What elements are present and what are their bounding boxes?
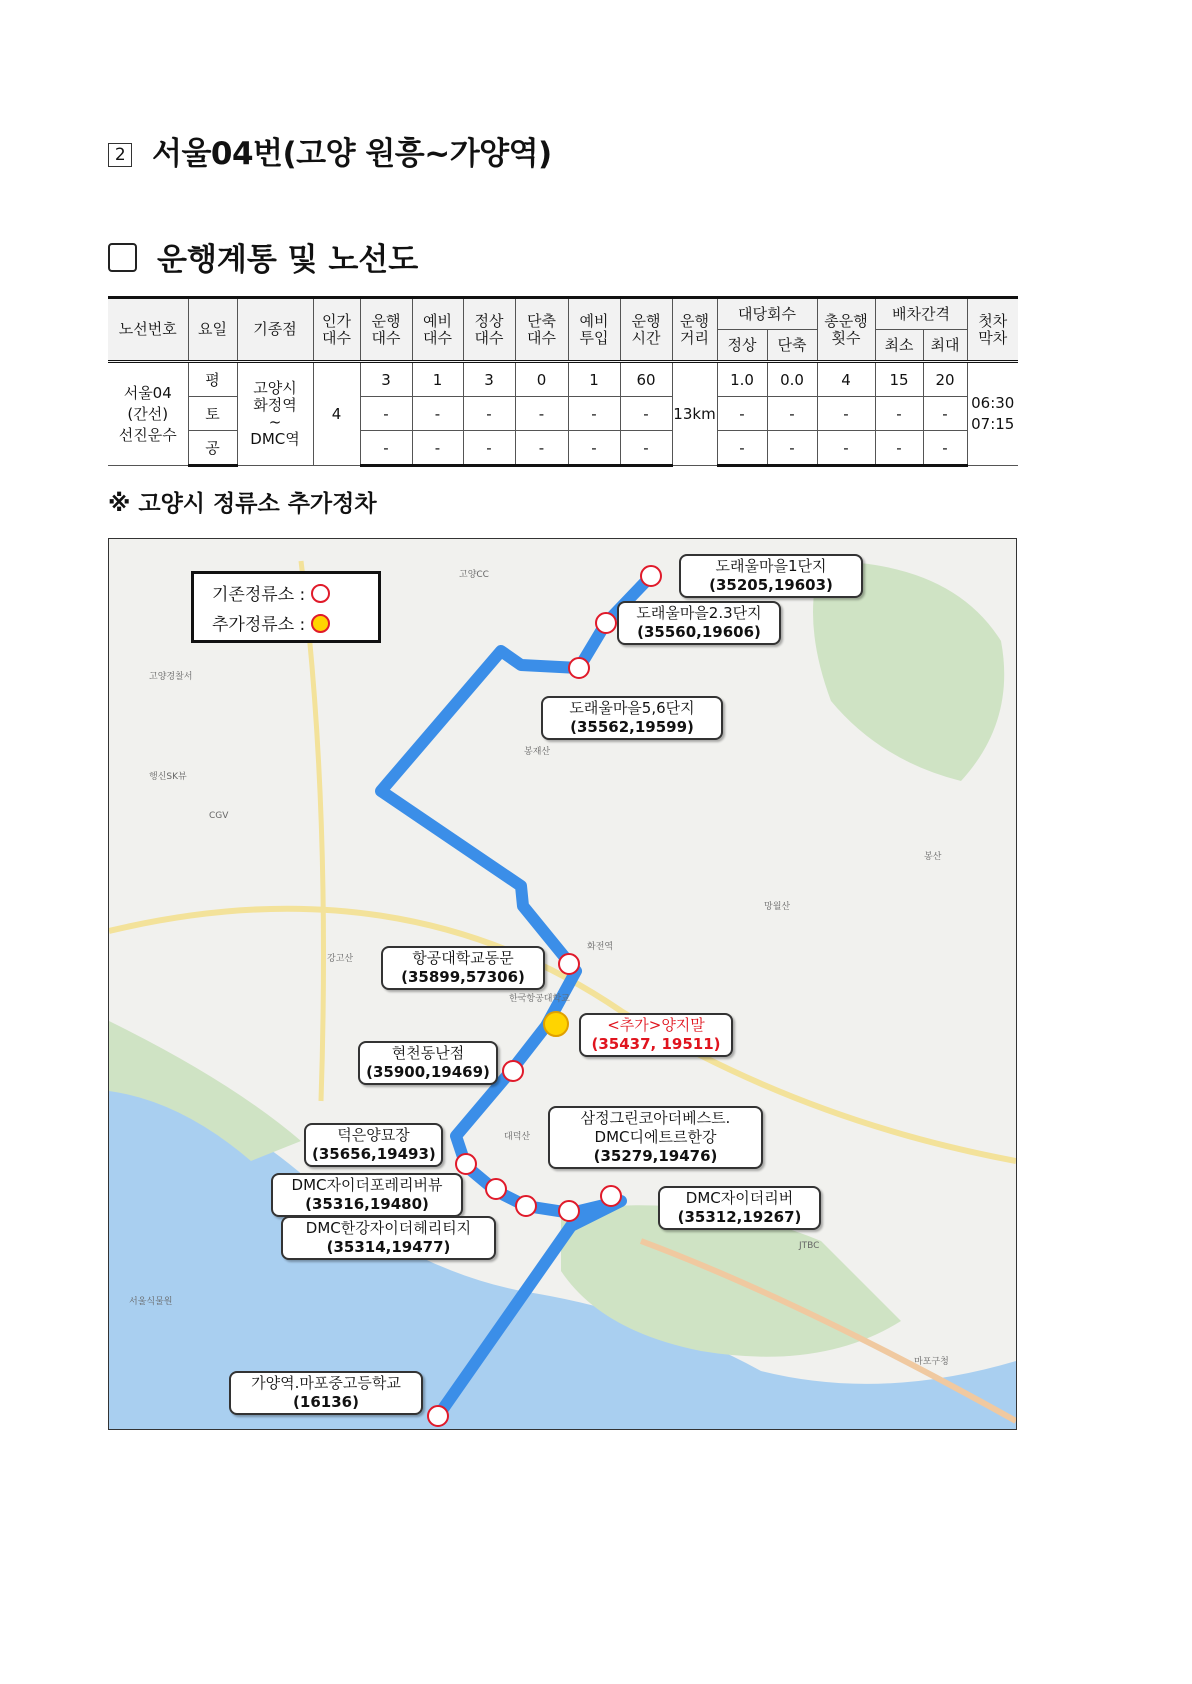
note-added-stops: ※ 고양시 정류소 추가정차: [108, 491, 377, 517]
legend-added: [212, 610, 378, 640]
place-label: 강고산: [327, 954, 354, 964]
cell: -: [717, 397, 767, 431]
cell: 3: [463, 362, 515, 397]
map-legend: [191, 571, 381, 643]
cell: -: [923, 397, 967, 431]
stop-callout: [541, 696, 723, 740]
legend-label: 추가정류소 :: [212, 615, 306, 635]
header-spare: 예비 대수: [412, 298, 463, 362]
stop-code: (35205,19603): [709, 576, 833, 594]
place-label: 한국항공대학교: [509, 994, 570, 1004]
legend-label: 기존정류소 :: [212, 585, 306, 605]
stop-callout: [271, 1173, 463, 1217]
cell: 60: [620, 362, 672, 397]
route-map: [108, 538, 1017, 1430]
added-stop-icon: [311, 614, 330, 633]
stop-name: 현천동난점: [391, 1044, 465, 1062]
stop-code: (35560,19606): [637, 623, 761, 641]
stop-callout: [617, 601, 781, 645]
header-day: 요일: [188, 298, 237, 362]
header-run-time: 운행 시간: [620, 298, 672, 362]
cell: -: [360, 397, 412, 431]
cell: -: [360, 431, 412, 466]
header-distance: 운행 거리: [672, 298, 717, 362]
stop-callout: [548, 1106, 763, 1169]
stop-name: 도래울마을5,6단지: [569, 699, 695, 717]
existing-stop-marker: [641, 566, 661, 586]
stop-name: 가양역.마포중고등학교: [251, 1374, 401, 1392]
stop-name: 항공대학교동문: [412, 949, 514, 967]
header-headway: 배차간격: [875, 298, 967, 330]
cell: 4: [817, 362, 875, 397]
header-total-trips: 총운행 횟수: [817, 298, 875, 362]
stop-code: (35562,19599): [570, 718, 694, 736]
header-terminals: 기종점: [237, 298, 313, 362]
place-label: 망월산: [764, 902, 791, 912]
cell: 20: [923, 362, 967, 397]
place-label: 봉산: [924, 852, 942, 862]
stop-name: DMC한강자이더헤리티지: [305, 1219, 472, 1237]
stop-name: 도래울마을1단지: [715, 557, 827, 575]
cell: -: [767, 431, 817, 466]
map-canvas: [109, 539, 1016, 1429]
stop-code: (35314,19477): [326, 1238, 451, 1256]
header-spare-input: 예비 투입: [568, 298, 620, 362]
legend-existing: [212, 580, 378, 610]
cell: -: [620, 431, 672, 466]
cell: 3: [360, 362, 412, 397]
cell: -: [515, 431, 568, 466]
place-label: 봉재산: [524, 747, 551, 757]
licensed-cell: 4: [313, 362, 360, 466]
place-label: 고양경찰서: [149, 672, 193, 682]
place-label: 행신SK뷰: [149, 772, 187, 782]
existing-stop-marker: [569, 658, 589, 678]
day-cell: 평: [188, 362, 237, 397]
header-headway-min: 최소: [875, 330, 923, 362]
header-headway-max: 최대: [923, 330, 967, 362]
existing-stop-marker: [601, 1186, 621, 1206]
section-title: 운행계통 및 노선도: [157, 242, 419, 278]
distance-cell: 13km: [672, 362, 717, 466]
section-heading: [108, 234, 418, 279]
cell: -: [568, 431, 620, 466]
stop-code: (35279,19476): [593, 1147, 718, 1165]
stop-name: 삼정그린코아더베스트. DMC디에트르한강: [580, 1109, 731, 1146]
stop-callout: [381, 946, 545, 990]
cell: -: [515, 397, 568, 431]
cell: 1: [412, 362, 463, 397]
cell: -: [817, 431, 875, 466]
existing-stop-marker: [503, 1061, 523, 1081]
stop-code: (35900,19469): [366, 1063, 490, 1081]
existing-stop-marker: [559, 1201, 579, 1221]
existing-stop-marker: [516, 1196, 536, 1216]
header-licensed: 인가 대수: [313, 298, 360, 362]
cell: -: [463, 397, 515, 431]
stop-code: (35316,19480): [305, 1195, 429, 1213]
place-label: 마포구청: [914, 1357, 949, 1367]
header-operating: 운행 대수: [360, 298, 412, 362]
day-cell: 토: [188, 397, 237, 431]
place-label: 대덕산: [504, 1132, 531, 1142]
stop-callout: [281, 1216, 496, 1260]
place-label: 고양CC: [459, 570, 489, 580]
route-heading: [108, 128, 552, 173]
existing-stop-marker: [596, 613, 616, 633]
added-stop-callout: [579, 1013, 733, 1057]
existing-stop-marker: [559, 954, 579, 974]
table-row: [108, 362, 1018, 397]
header-route-no: 노선번호: [108, 298, 188, 362]
existing-stop-marker: [428, 1406, 448, 1426]
stop-code: (35312,19267): [677, 1208, 802, 1226]
cell: -: [568, 397, 620, 431]
existing-stop-icon: [311, 584, 330, 603]
stop-code: (35899,57306): [401, 968, 525, 986]
cell: -: [875, 431, 923, 466]
cell: -: [620, 397, 672, 431]
header-trips-normal: 정상: [717, 330, 767, 362]
added-stop-marker: [544, 1012, 568, 1036]
cell: -: [923, 431, 967, 466]
cell: -: [463, 431, 515, 466]
header-trips-per-bus: 대당회수: [717, 298, 817, 330]
route-title: 서울04번(고양 원흥~가양역): [152, 136, 552, 172]
existing-stop-marker: [456, 1154, 476, 1174]
stop-callout: [229, 1371, 423, 1415]
header-trips-reduced: 단축: [767, 330, 817, 362]
place-label: CGV: [209, 811, 229, 821]
cell: -: [817, 397, 875, 431]
route-operation-table: [108, 296, 1018, 467]
cell: 0.0: [767, 362, 817, 397]
stop-name: 도래울마을2.3단지: [636, 604, 762, 622]
stop-code: (16136): [293, 1393, 359, 1411]
cell: 1.0: [717, 362, 767, 397]
stop-name: 덕은양묘장: [337, 1126, 410, 1144]
place-label: JTBC: [799, 1241, 820, 1251]
cell: -: [875, 397, 923, 431]
day-cell: 공: [188, 431, 237, 466]
checkbox-icon: [108, 243, 137, 272]
cell: -: [412, 397, 463, 431]
stop-callout: [358, 1041, 498, 1085]
header-first-last: 첫차 막차: [967, 298, 1018, 362]
route-no-cell: 서울04 (간선) 선진운수: [108, 362, 188, 466]
stop-callout: [679, 554, 863, 598]
cell: -: [767, 397, 817, 431]
terminals-cell: 고양시 화정역 ~ DMC역: [237, 362, 313, 466]
header-normal: 정상 대수: [463, 298, 515, 362]
stop-name: DMC자이더포레리버뷰: [291, 1176, 443, 1194]
cell: 0: [515, 362, 568, 397]
stop-callout: [658, 1186, 821, 1230]
place-label: 서울식물원: [129, 1297, 173, 1307]
header-reduced: 단축 대수: [515, 298, 568, 362]
stop-code: (35656,19493): [312, 1145, 436, 1163]
first-last-cell: 06:30 07:15: [967, 362, 1018, 466]
cell: -: [717, 431, 767, 466]
section-number: 2: [108, 143, 132, 167]
stop-name: DMC자이더리버: [685, 1189, 794, 1207]
stop-callout: [304, 1123, 443, 1167]
cell: -: [412, 431, 463, 466]
stop-code: (35437, 19511): [591, 1035, 721, 1053]
cell: 15: [875, 362, 923, 397]
existing-stop-marker: [486, 1179, 506, 1199]
cell: 1: [568, 362, 620, 397]
stop-name: <추가>양지말: [607, 1016, 705, 1034]
place-label: 화전역: [587, 942, 614, 952]
